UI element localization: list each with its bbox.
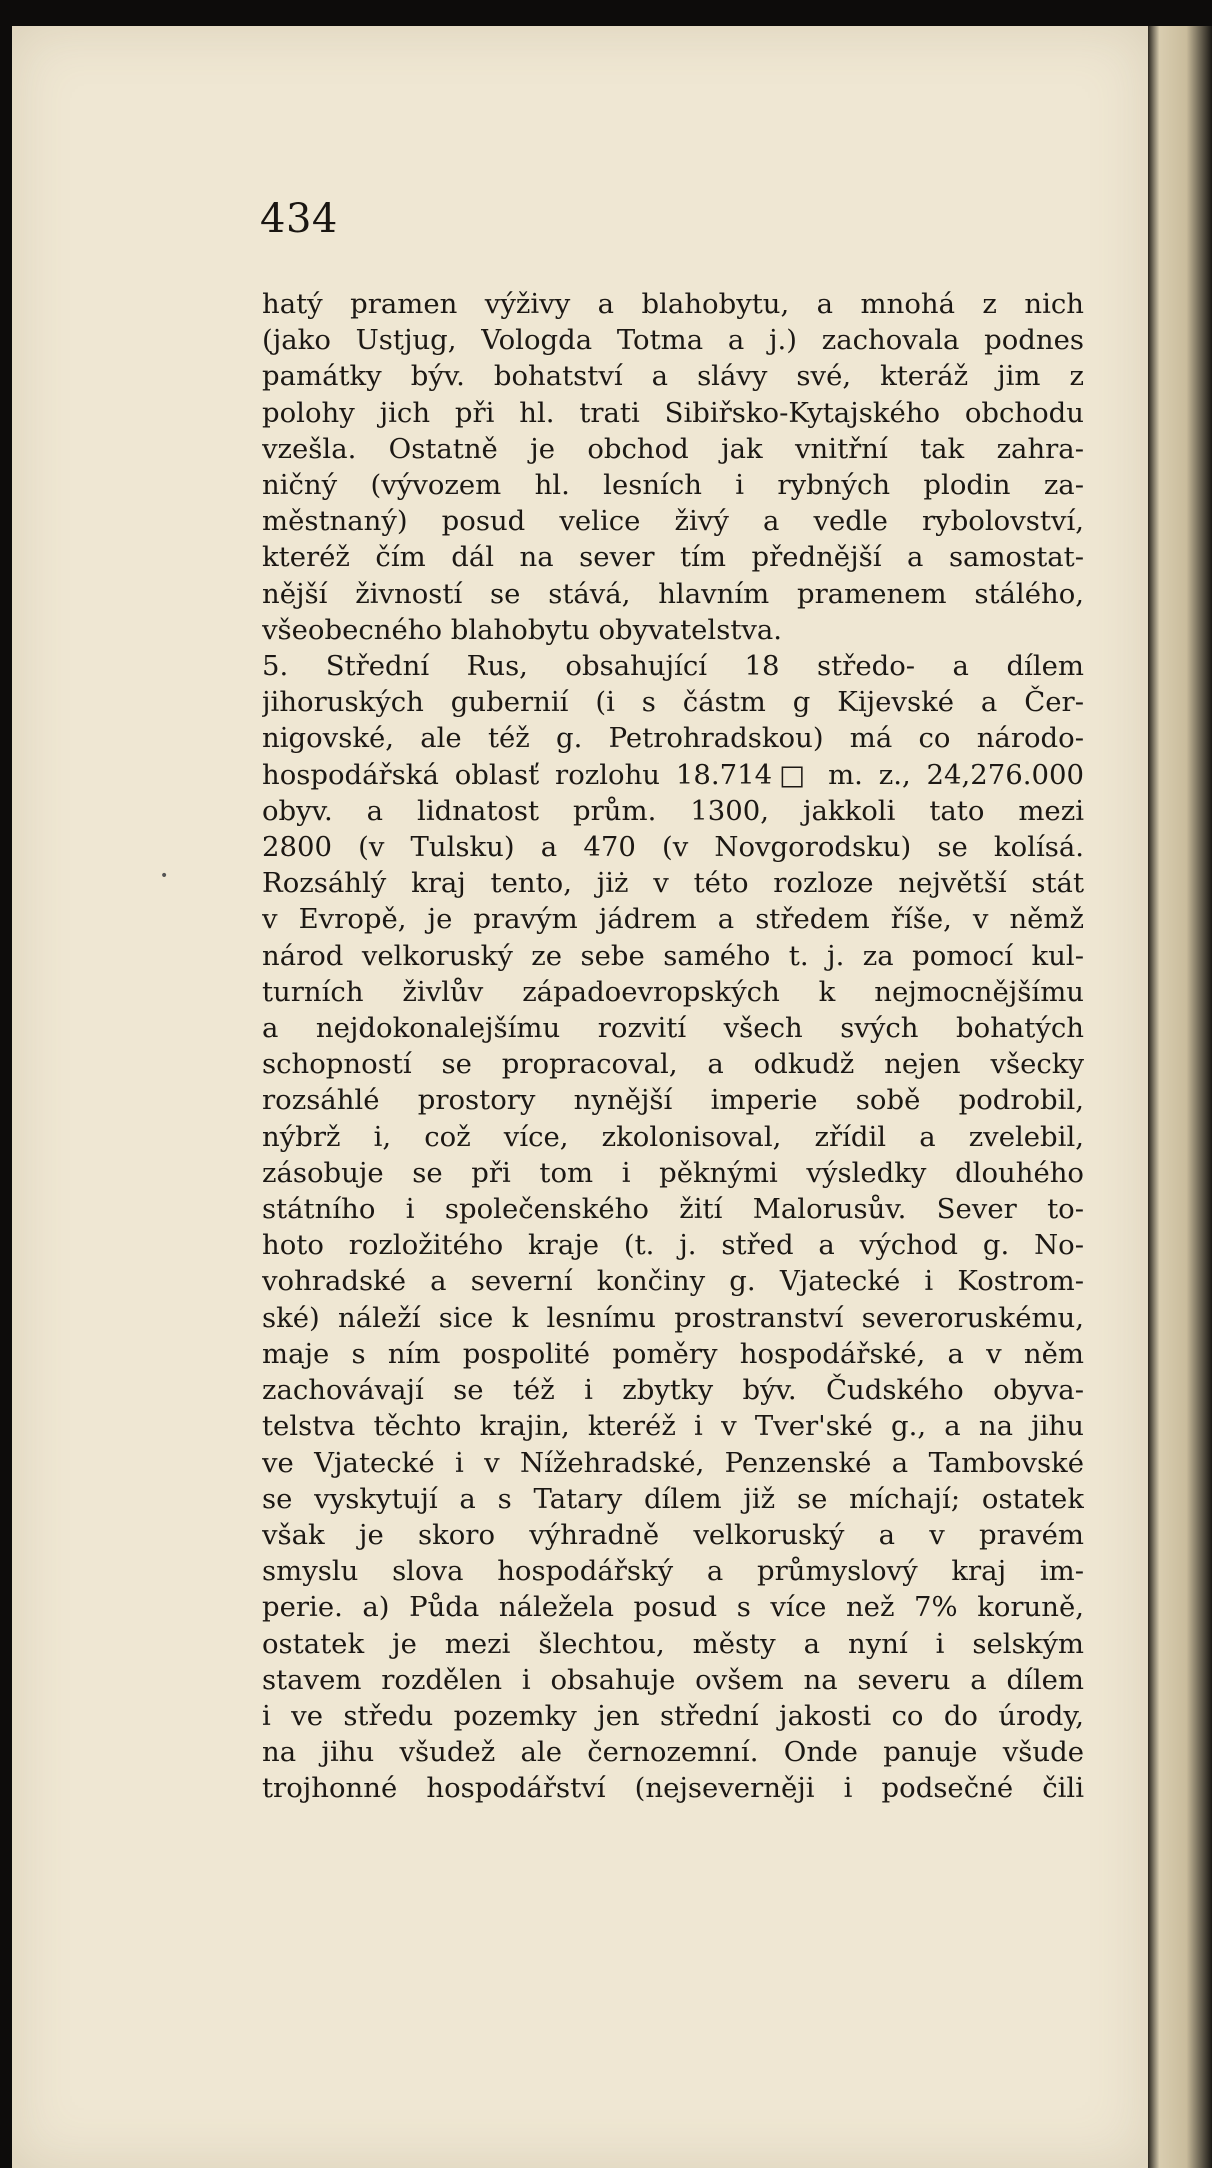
text-line: ostatek je mezi šlechtou, městy a nyní i selským — [262, 1627, 1084, 1660]
text-line: 2800 (v Tulsku) a 470 (v Novgorodsku) se kolísá. — [262, 831, 1084, 864]
text-line: a nejdokonalejšímu rozvití všech svých bohatých — [262, 1012, 1084, 1045]
text-line: se vyskytují a s Tatary dílem již se míchají; ostatek — [262, 1482, 1084, 1515]
text-line: i ve středu pozemky jen střední jakosti co do úrody, — [262, 1699, 1084, 1732]
text-line: památky býv. bohatství a slávy své, kteráž jim z — [262, 360, 1084, 393]
text-line: rozsáhlé prostory nynější imperie sobě podrobil, — [262, 1084, 1084, 1117]
text-line: zachovávají se též i zbytky býv. Čudského obyva- — [262, 1374, 1084, 1407]
text-line: v Evropě, je pravým jádrem a středem říše, v němž — [262, 903, 1084, 936]
text-line: ničný (vývozem hl. lesních i rybných plodin za- — [262, 469, 1084, 502]
text-line: ve Vjatecké i v Nížehradské, Penzenské a Tambovské — [262, 1446, 1084, 1479]
text-line: perie. a) Půda náležela posud s více než 7% koruně, — [262, 1591, 1084, 1624]
text-line: nýbrž i, což více, zkolonisoval, zřídil a zvelebil, — [262, 1120, 1084, 1153]
text-line: národ velkoruský ze sebe samého t. j. za pomocí kul- — [262, 939, 1084, 972]
text-line: na jihu všudež ale černozemní. Onde panuje všude — [262, 1736, 1084, 1769]
text-line: kteréž čím dál na sever tím přednější a samostat- — [262, 541, 1084, 574]
text-line: vohradské a severní končiny g. Vjatecké i Kostrom- — [262, 1265, 1084, 1298]
text-line: smyslu slova hospodářský a průmyslový kraj im- — [262, 1555, 1084, 1588]
text-line: obyv. a lidnatost prům. 1300, jakkoli tato mezi — [262, 794, 1084, 827]
text-line: hoto rozložitého kraje (t. j. střed a východ g. No- — [262, 1229, 1084, 1262]
text-line: ské) náleží sice k lesnímu prostranství severoruskému, — [262, 1301, 1084, 1334]
text-line: jihoruských gubernií (i s částm g Kijevské a Čer- — [262, 686, 1084, 719]
text-line: stavem rozdělen i obsahuje ovšem na severu a dílem — [262, 1663, 1084, 1696]
page-edge — [1148, 26, 1212, 2168]
text-line: hospodářská oblasť rozlohu 18.714□ m. z., 24,276.000 — [262, 758, 1084, 791]
margin-mark: • — [160, 868, 169, 884]
text-line: Rozsáhlý kraj tento, jiż v této rozloze největší stát — [262, 867, 1084, 900]
text-line: nější živností se stává, hlavním pramenem stálého, — [262, 577, 1084, 610]
text-line: vzešla. Ostatně je obchod jak vnitřní tak zahra- — [262, 432, 1084, 465]
text-line: však je skoro výhradně velkoruský a v pravém — [262, 1518, 1084, 1551]
body-text — [262, 286, 1084, 1807]
text-line: všeobecného blahobytu obyvatelstva. — [262, 613, 783, 646]
text-line: městnaný) posud velice živý a vedle rybolovství, — [262, 505, 1084, 538]
text-line: trojhonné hospodářství (nejseverněji i podsečné čili — [262, 1772, 1084, 1805]
text-line: nigovské, ale též g. Petrohradskou) má co národo- — [262, 722, 1084, 755]
text-line: hatý pramen výživy a blahobytu, a mnohá z nich — [262, 288, 1084, 320]
text-line: (jako Ustjug, Vologda Totma a j.) zachovala podnes — [262, 324, 1084, 357]
text-line: státního i společenského žití Malorusův. Sever to- — [262, 1193, 1084, 1226]
text-line: turních živlův západoevropských k nejmocnějšímu — [262, 975, 1084, 1008]
text-line: 5. Střední Rus, obsahující 18 středo- a dílem — [262, 650, 1084, 683]
text-line: telstva těchto krajin, kteréž i v Tver'ské g., a na jihu — [262, 1410, 1084, 1443]
text-line: zásobuje se při tom i pěknými výsledky dlouhého — [262, 1156, 1084, 1189]
text-line: maje s ním pospolité poměry hospodářské, a v něm — [262, 1337, 1084, 1370]
page-number: 434 — [260, 196, 338, 242]
text-line: schopností se propracoval, a odkudž nejen všecky — [262, 1048, 1084, 1081]
text-line: polohy jich při hl. trati Sibiřsko-Kytajského obchodu — [262, 396, 1084, 429]
